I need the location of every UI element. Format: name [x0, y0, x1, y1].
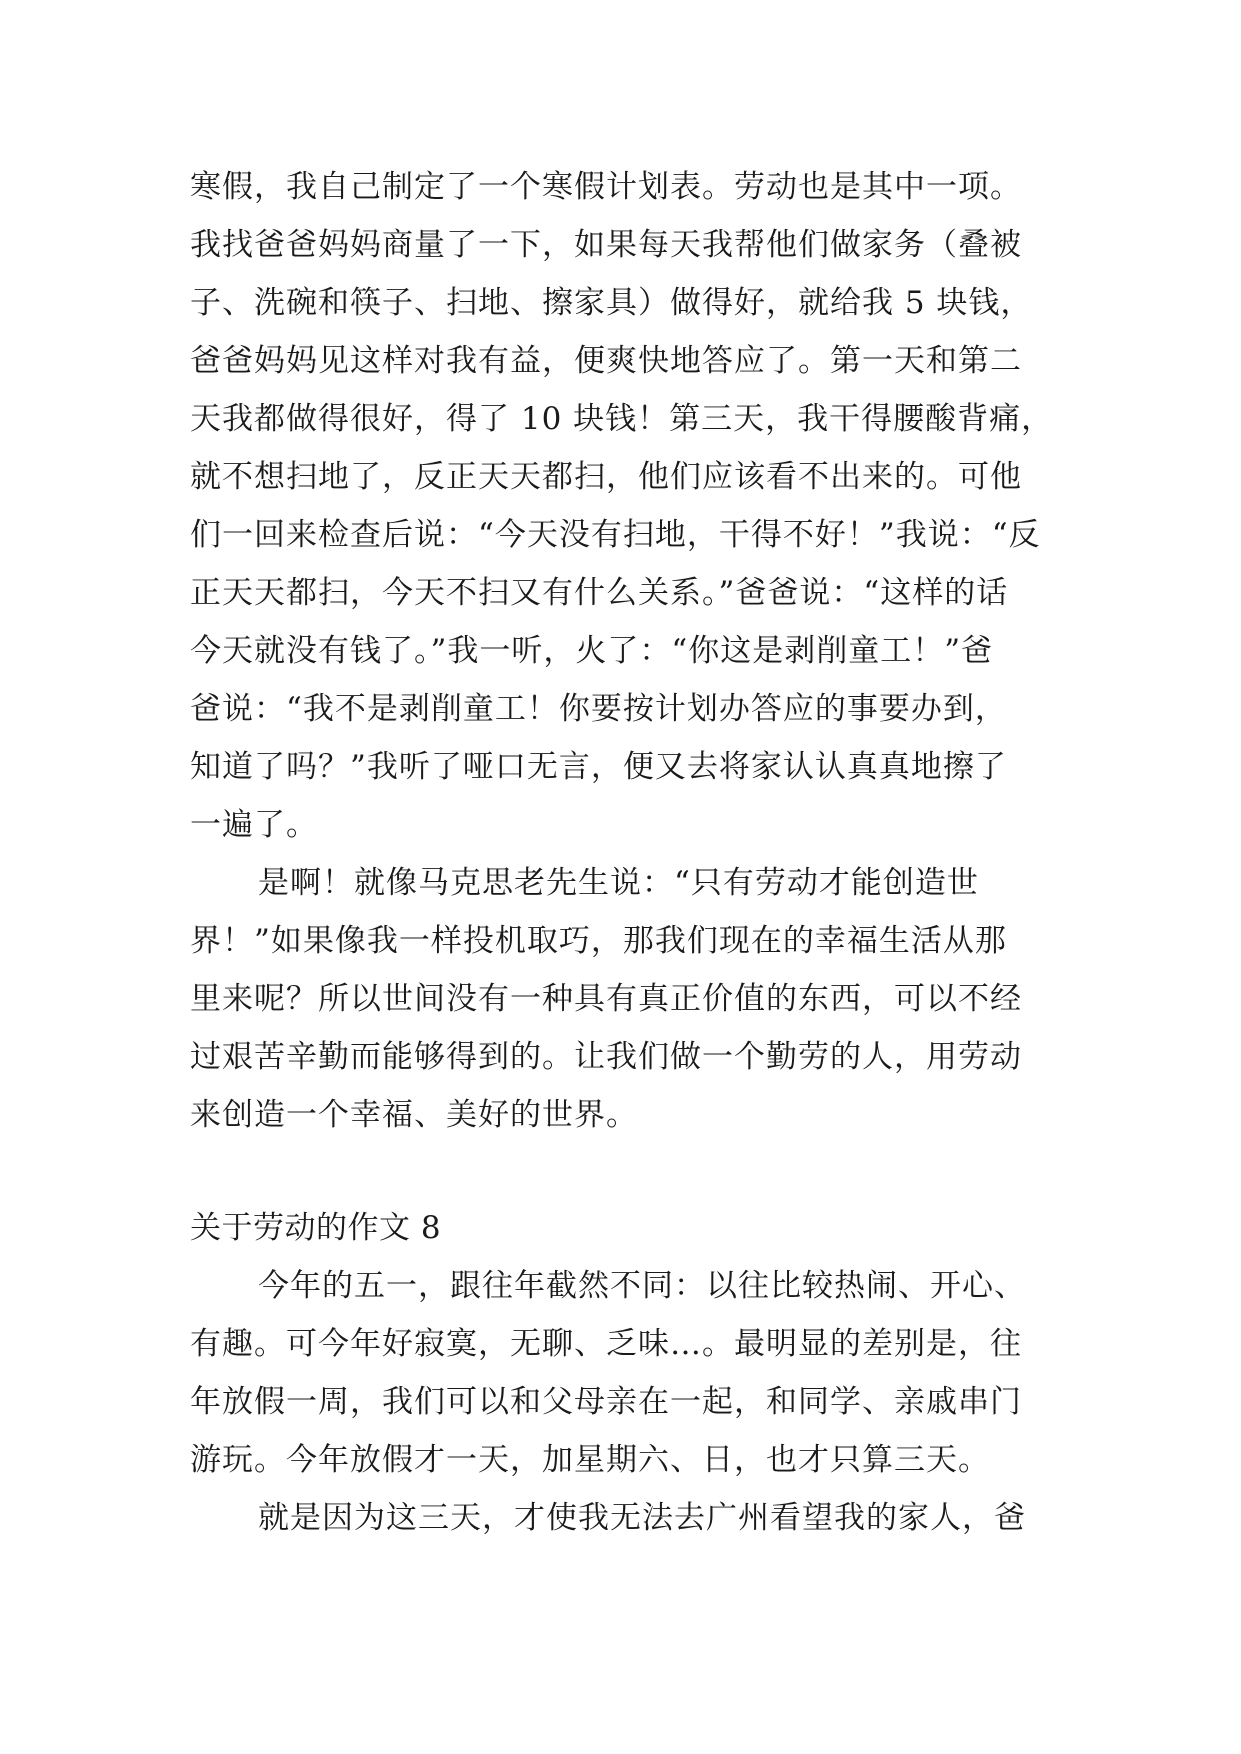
- text-line: 里来呢？所以世间没有一种具有真正价值的东西，可以不经: [190, 981, 1022, 1017]
- text-line: 过艰苦辛勤而能够得到的。让我们做一个勤劳的人，用劳动: [190, 1039, 1022, 1075]
- text-line: 今年的五一，跟往年截然不同：以往比较热闹、开心、: [258, 1268, 1026, 1304]
- text-line: 寒假，我自己制定了一个寒假计划表。劳动也是其中一项。: [190, 169, 1022, 205]
- text-line: 我找爸爸妈妈商量了一下，如果每天我帮他们做家务（叠被: [190, 227, 1022, 263]
- text-line: 子、洗碗和筷子、扫地、擦家具）做得好，就给我 5 块钱，: [190, 285, 1033, 321]
- text-line: 就不想扫地了，反正天天都扫，他们应该看不出来的。可他: [190, 459, 1022, 495]
- text-line: 正天天都扫，今天不扫又有什么关系。”爸爸说：“这样的话: [190, 575, 1009, 611]
- text-line: 是啊！就像马克思老先生说：“只有劳动才能创造世: [258, 865, 979, 901]
- section-title: 关于劳动的作文 8: [190, 1210, 442, 1246]
- text-line: 界！”如果像我一样投机取巧，那我们现在的幸福生活从那: [190, 923, 1007, 959]
- text-line: 今天就没有钱了。”我一听，火了：“你这是剥削童工！”爸: [190, 633, 994, 669]
- text-line: 们一回来检查后说：“今天没有扫地，干得不好！”我说：“反: [190, 517, 1041, 553]
- text-line: 有趣。可今年好寂寞，无聊、乏味…。最明显的差别是，往: [190, 1326, 1022, 1362]
- text-line: 一遍了。: [190, 807, 318, 843]
- text-line: 天我都做得很好，得了 10 块钱！第三天，我干得腰酸背痛，: [190, 401, 1054, 437]
- text-line: 爸爸妈妈见这样对我有益，便爽快地答应了。第一天和第二: [190, 343, 1022, 379]
- text-line: 爸说：“我不是剥削童工！你要按计划办答应的事要办到，: [190, 691, 1007, 727]
- text-line: 知道了吗？”我听了哑口无言，便又去将家认认真真地擦了: [190, 749, 1007, 785]
- text-line: 游玩。今年放假才一天，加星期六、日，也才只算三天。: [190, 1442, 990, 1478]
- text-line: 来创造一个幸福、美好的世界。: [190, 1097, 638, 1133]
- text-line: 就是因为这三天，才使我无法去广州看望我的家人，爸: [258, 1500, 1026, 1536]
- text-line: 年放假一周，我们可以和父母亲在一起，和同学、亲戚串门: [190, 1384, 1022, 1420]
